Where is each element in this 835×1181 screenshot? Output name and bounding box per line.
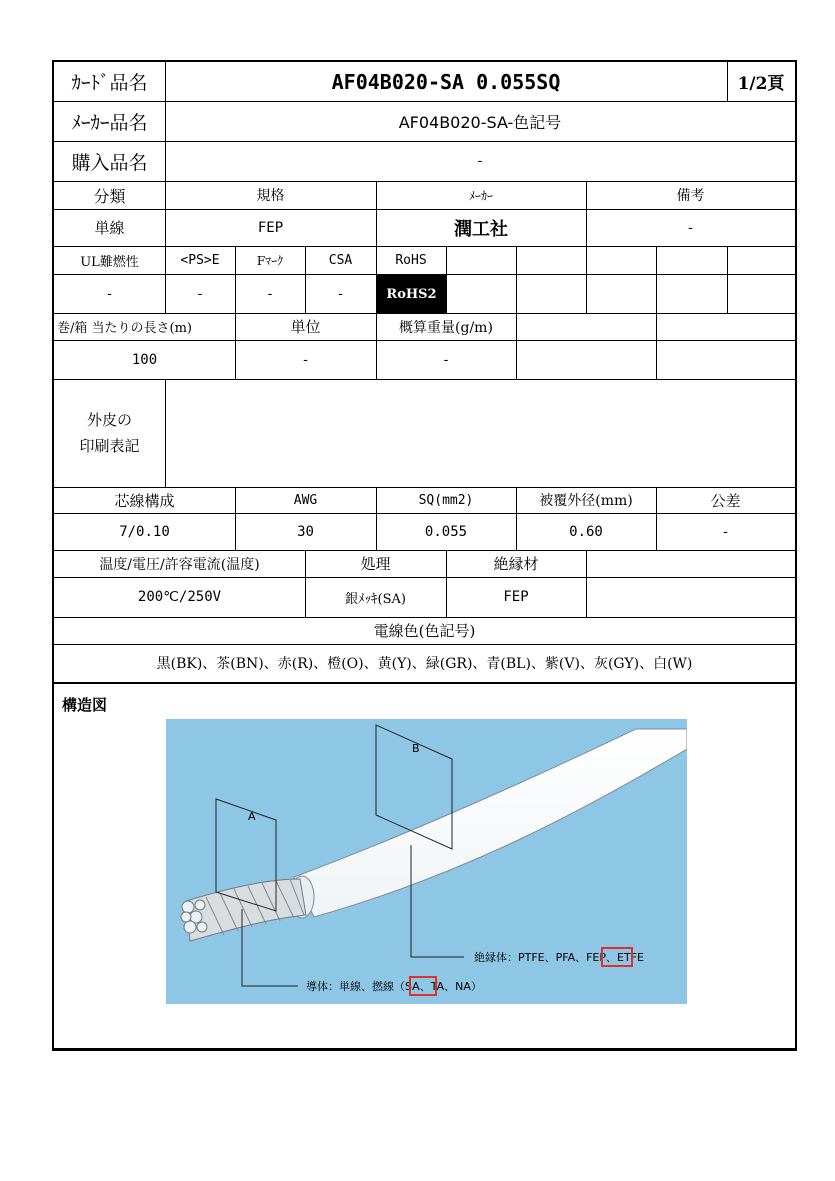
structure-title: 構造図 [62,696,108,714]
insulator-fep: FEP [586,951,607,964]
length-per-reel-header: 巻/箱 当たりの長さ(m) [57,321,192,336]
csa-header: CSA [328,252,353,268]
csa-value: - [338,285,343,302]
weight-header: 概算重量(g/m) [399,319,493,336]
spec-table [54,62,795,1048]
label-b: B [412,742,420,755]
marking-label-line1: 外皮の [86,411,132,429]
treatment-value: 銀ﾒｯｷ(SA) [345,591,406,607]
label-a: A [248,810,256,823]
card-name-label: ｶｰﾄﾞ品名 [71,72,148,94]
standard-value: FEP [257,219,284,236]
tolerance-value: - [723,523,728,540]
remarks-value: - [688,219,693,236]
maker-header: ﾒｰｶｰ [468,188,493,203]
purchase-label: 購入品名 [71,151,148,174]
marking-label-line2: 印刷表記 [79,437,140,455]
ul-flame-value: - [107,285,112,302]
unit-value: - [303,351,308,368]
insulator-prefix: 絶縁体：PTFE、PFA、 [474,951,587,964]
awg-value: 30 [297,523,314,540]
classification-value: 単線 [94,219,125,237]
insulation-value: FEP [503,589,529,605]
structure-diagram [166,719,687,1004]
conductor-label [306,979,482,993]
card-name-value: AF04B020-SA 0.055SQ [331,69,561,94]
pse-value: - [197,285,203,302]
standard-header: 規格 [256,188,285,204]
treatment-header: 処理 [360,555,391,573]
pse-header: <PS>E [180,252,220,268]
tolerance-header: 公差 [710,491,741,510]
wire-color-list: 黒(BK)、茶(BN)、赤(R)、橙(O)、黄(Y)、緑(GR)、青(BL)、紫(V)、灰(GY)、白(W) [156,656,693,672]
maker-value: 潤工社 [454,218,508,240]
strand-header: 芯線構成 [114,491,175,510]
marking-label [54,379,165,487]
wire-color-header: 電線色(色記号) [373,622,476,640]
maker-part-value: AF04B020-SA-色記号 [398,112,562,132]
f-mark-header: Fﾏｰｸ [256,253,284,268]
rating-header: 温度/電圧/許容電流(温度) [99,556,260,573]
spec-sheet [52,60,797,1051]
unit-header: 単位 [290,318,321,336]
conductor-prefix: 導体：単線、撚線（ [306,980,405,993]
awg-header: AWG [293,492,318,508]
rohs2-badge: RoHS2 [377,275,446,313]
f-mark-value: - [267,285,273,302]
conductor-sa: SA [405,980,420,993]
insulator-label [474,950,644,964]
rating-value: 200℃/250V [137,589,222,605]
outer-diameter-value: 0.60 [569,523,603,540]
weight-value: - [443,351,449,368]
remarks-header: 備考 [676,188,705,204]
insulation-header: 絶縁材 [493,555,539,573]
insulator-suffix: 、ETFE [606,951,644,964]
purchase-value: - [477,153,483,169]
rohs-header: RoHS [395,252,427,268]
maker-part-label: ﾒｰｶｰ品名 [71,111,148,134]
conductor-suffix: 、TA、NA） [419,980,482,993]
page-number: 1/2頁 [737,74,785,94]
sq-value: 0.055 [424,523,468,540]
ul-flame-header: UL難燃性 [80,254,139,270]
length-per-reel-value: 100 [131,351,158,368]
strand-value: 7/0.10 [119,523,170,540]
outer-diameter-header: 被覆外径(mm) [539,493,633,509]
classification-header: 分類 [93,186,126,206]
sq-header: SQ(mm2) [418,492,474,508]
